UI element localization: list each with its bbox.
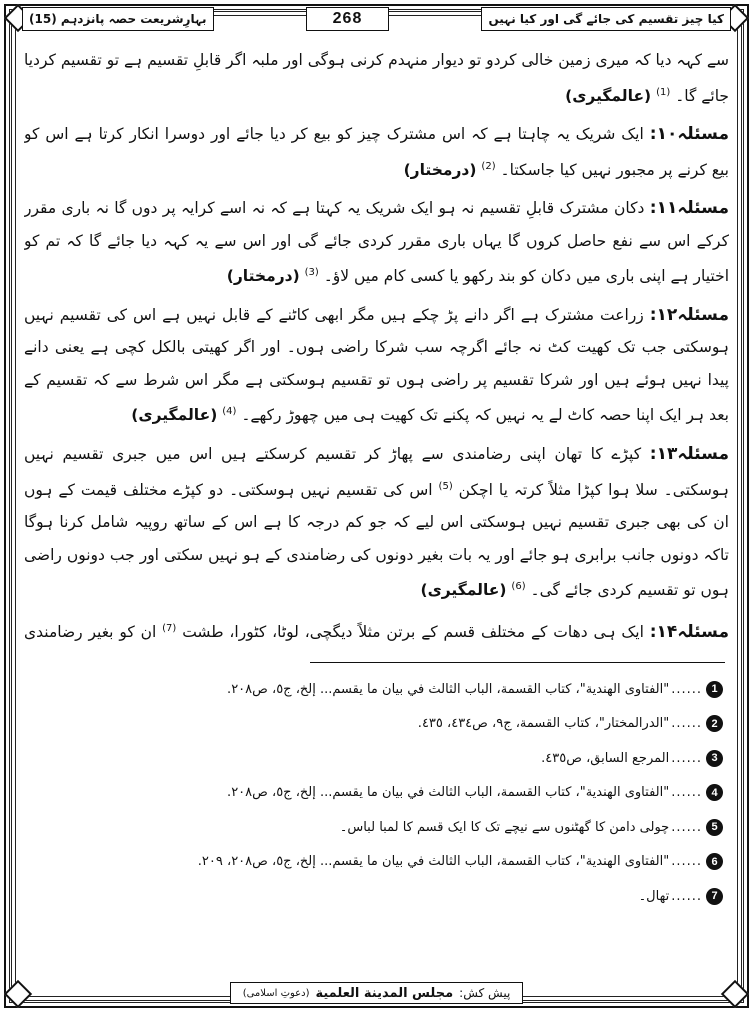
footnote-text: المرجع السابق، ص٤٣٥.	[541, 750, 670, 766]
masala-13	[24, 438, 729, 607]
footnote-marker: (2)	[481, 160, 496, 172]
masala-label: مسئلہ۱۰:	[649, 124, 729, 145]
footnote-text: "الفتاوی الهندية"، كتاب القسمة، الباب الثالث في بيان ما يقسم... إلخ، ج٥، ص٢٠٨، ٢٠٩.	[197, 854, 670, 870]
footnote-dots: ......	[671, 785, 702, 801]
footnote-marker: (5)	[438, 480, 453, 492]
footnote-number: 6	[706, 853, 723, 870]
footnote-text: تھال۔	[638, 888, 670, 904]
publisher-suffix: (دعوتِ اسلامی)	[242, 987, 310, 999]
footnote-number: 4	[706, 784, 723, 801]
masala-14	[24, 613, 729, 656]
footnote-separator	[310, 662, 725, 663]
footnote-marker: (3)	[304, 267, 319, 279]
page-number-text: 268	[332, 10, 363, 27]
header-chapter-title	[481, 7, 731, 31]
footnote-marker: (4)	[222, 406, 237, 418]
paragraph-text: دکان مشترک قابلِ تقسیم نہ ہو ایک شریک یہ کہتا ہے کہ نہ اسے کرایہ پر دوں گا نہ باری مقرر کرکے اس سے نفع حاصل کروں گا یہاں باری مقرر کردی جائے گی اور اس سے یہ کہہ دیا جائے گا کہ تم کو اختیار ہے اپنی باری میں دکان کو بند رکھو یا کسی کام میں لاؤ۔	[24, 199, 729, 286]
masala-label: مسئلہ۱۳:	[649, 444, 729, 465]
footnote-item	[28, 707, 723, 742]
footnote-text: چولی دامن کا گھٹنوں سے نیچے تک کا ایک قسم کا لمبا لباس۔	[339, 819, 670, 835]
book-title-text: بہارِشریعت حصہ پانزدہم (15)	[29, 12, 207, 26]
masala-label: مسئلہ۱۴:	[649, 622, 729, 643]
footnote-number: 7	[706, 888, 723, 905]
header-page-number	[306, 7, 390, 31]
footnote-dots: ......	[671, 819, 702, 835]
page-footer	[0, 982, 753, 1006]
masala-10	[24, 118, 729, 186]
source-reference: (عالمگیری)	[420, 581, 507, 600]
footnote-text: "الفتاوی الهندية"، كتاب القسمة، الباب الثالث في بيان ما يقسم... إلخ، ج٥، ص٢٠٨.	[227, 785, 670, 801]
source-reference: (عالمگیری)	[131, 406, 218, 425]
footnote-dots: ......	[671, 681, 702, 697]
source-reference: (عالمگیری)	[565, 86, 652, 105]
page-header	[22, 6, 731, 32]
paragraph-text: کپڑے کا تھان اپنی رضامندی سے پھاڑ کر تقسیم کرسکتے ہیں اس میں جبری تقسیم نہیں ہوسکتی۔ سلا ہوا کپڑا مثلاً کرتہ یا اچکن	[24, 445, 729, 499]
paragraph-text: اس کی تقسیم نہیں ہوسکتی۔ دو کپڑے مختلف قیمت کے ہوں ان کی بھی جبری تقسیم نہیں ہوسکتی اس لیے کہ جو کم درجہ کا ہے اس کے ساتھ روپیہ شامل کرنا ہوگا تاکہ دونوں جانب برابری ہو جائے اور یہ بات بغیر دونوں کی رضامندی کے ہو نہیں سکتی اور جب دونوں راضی ہوں تو تقسیم کردی جائے گی۔	[24, 480, 729, 600]
footnote-item	[28, 810, 723, 845]
footnote-item	[28, 879, 723, 914]
masala-label: مسئلہ۱۲:	[649, 304, 729, 325]
source-reference: (درمختار)	[226, 267, 300, 286]
footnote-item	[28, 741, 723, 776]
main-text	[24, 44, 729, 656]
footnote-number: 2	[706, 715, 723, 732]
footnote-item	[28, 845, 723, 880]
publisher-prefix: پیش کش:	[459, 986, 511, 1000]
paragraph-text: ان کو بغیر رضامندی	[24, 623, 157, 642]
paragraph-continuation	[24, 44, 729, 112]
footnote-dots: ......	[671, 854, 702, 870]
footnote-dots: ......	[671, 888, 702, 904]
source-reference: (درمختار)	[403, 160, 477, 179]
masala-11	[24, 192, 729, 293]
footnote-item	[28, 776, 723, 811]
footnote-number: 3	[706, 750, 723, 767]
footnotes	[28, 672, 723, 972]
header-book-title	[22, 7, 214, 31]
paragraph-text: ایک شریک یہ چاہتا ہے کہ اس مشترک چیز کو بیع کر دیا جائے اور دوسرا انکار کرتا ہے اس کو بیع کرنے پر مجبور نہیں کیا جاسکتا۔	[24, 125, 729, 179]
masala-label: مسئلہ۱۱:	[649, 198, 729, 219]
chapter-title-text: کیا چیز تقسیم کی جائے گی اور کیا نہیں	[488, 12, 724, 26]
footnote-marker: (7)	[162, 622, 177, 634]
paragraph-text: ایک ہی دھات کے مختلف قسم کے برتن مثلاً دیگچی، لوٹا، کٹورا، طشت	[182, 623, 644, 642]
publisher-name: مجلس المدينة العلمية	[315, 985, 454, 1001]
footnote-number: 5	[706, 819, 723, 836]
publisher-box	[230, 982, 524, 1004]
paragraph-text: زراعت مشترک ہے اگر دانے پڑ چکے ہیں مگر ابھی کاٹنے کے قابل نہیں ہے اس کی تقسیم نہیں ہوسکتی جب تک کھیت کٹ نہ جائے اگرچہ سب شرکا راضی ہوں۔ اور اگر کھیتی بالکل کچی ہے یعنی دانے پیدا نہیں ہوئے ہیں اور شرکا تقسیم پر راضی ہوں تو تقسیم ہوسکتی ہے مگر اس شرط سے کہ تقسیم کے بعد ہر ایک اپنا حصہ کاٹ لے یہ نہیں کہ پکنے تک کھیت ہی میں چھوڑ رکھے۔	[24, 305, 729, 425]
footnote-number: 1	[706, 681, 723, 698]
footnote-marker: (1)	[656, 86, 671, 98]
footnote-item	[28, 672, 723, 707]
footnote-text: "الدرالمختار"، كتاب القسمة، ج٩، ص٤٣٤، ٤٣٥.	[417, 716, 670, 732]
masala-12	[24, 299, 729, 432]
footnote-text: "الفتاوی الهندية"، كتاب القسمة، الباب الثالث في بيان ما يقسم... إلخ، ج٥، ص٢٠٨.	[227, 681, 670, 697]
footnote-dots: ......	[671, 716, 702, 732]
paragraph-text: سے کہہ دیا کہ میری زمین خالی کردو تو دیوار منہدم کرنی ہوگی اور ملبہ اگر قابلِ تقسیم ہے تو تقسیم کردیا جائے گا۔	[24, 51, 729, 105]
footnote-marker: (6)	[511, 581, 526, 593]
footnote-dots: ......	[671, 750, 702, 766]
